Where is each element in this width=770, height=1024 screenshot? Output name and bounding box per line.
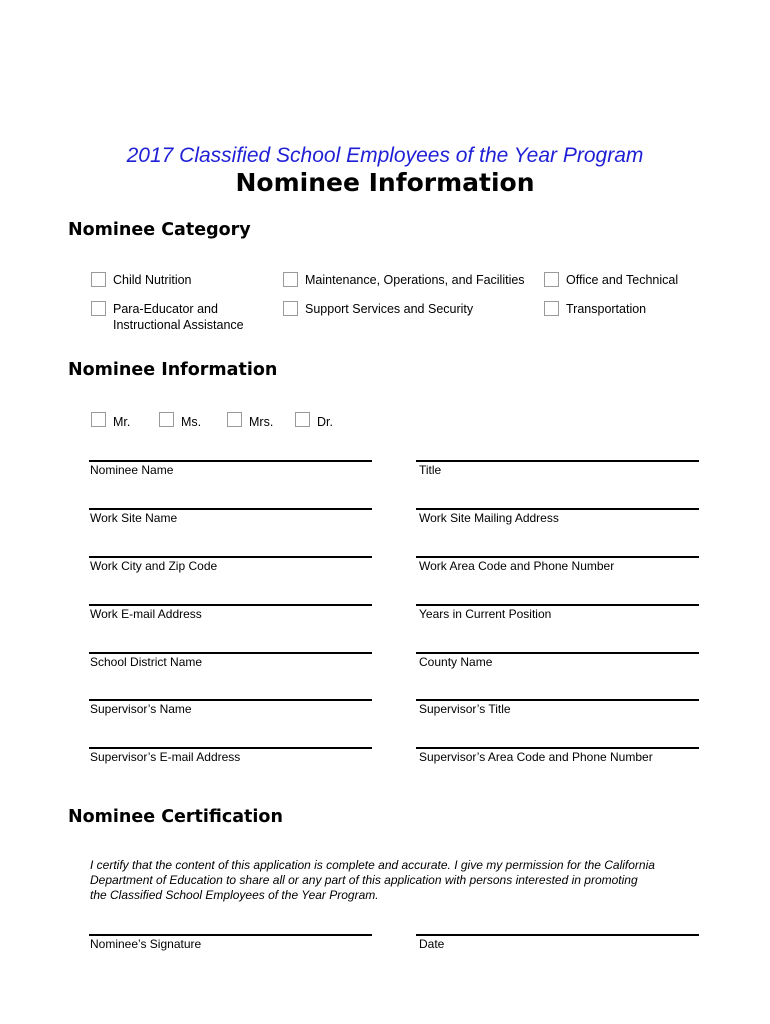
supervisor-email-field[interactable] — [89, 747, 372, 749]
field-label: Supervisor’s Title — [419, 702, 511, 716]
years-in-position-field[interactable] — [416, 604, 699, 606]
checkbox-child-nutrition[interactable] — [91, 272, 106, 287]
checkbox-label: Child Nutrition — [113, 273, 192, 287]
field-label: Nominee’s Signature — [90, 937, 202, 951]
field-label: Supervisor’s Area Code and Phone Number — [419, 750, 653, 764]
field-label: County Name — [419, 655, 493, 669]
nominee-category-heading: Nominee Category — [68, 220, 251, 240]
page-title: Nominee Information — [235, 168, 535, 197]
nominee-certification-heading: Nominee Certification — [68, 807, 283, 827]
field-label: Nominee Name — [90, 463, 174, 477]
checkbox-maintenance-operations-facilities[interactable] — [283, 272, 298, 287]
certification-line: Department of Education to share all or any part of this application with persons interested in promoting — [90, 873, 638, 887]
work-site-name-field[interactable] — [89, 508, 372, 510]
work-site-mailing-address-field[interactable] — [416, 508, 699, 510]
work-city-zip-field[interactable] — [89, 556, 372, 558]
field-label: Date — [419, 937, 445, 951]
checkbox-label: Para-Educator and — [113, 302, 218, 316]
checkbox-mrs[interactable] — [227, 412, 242, 427]
salutation-label: Dr. — [317, 415, 333, 429]
checkbox-dr[interactable] — [295, 412, 310, 427]
salutation-label: Mr. — [113, 415, 131, 429]
field-label: Years in Current Position — [419, 607, 552, 621]
date-field[interactable] — [416, 934, 699, 936]
checkbox-label-continued: Instructional Assistance — [113, 318, 244, 332]
school-district-field[interactable] — [89, 652, 372, 654]
field-label: School District Name — [90, 655, 203, 669]
supervisor-title-field[interactable] — [416, 699, 699, 701]
certification-line: the Classified School Employees of the Year Program. — [90, 888, 379, 902]
work-email-field[interactable] — [89, 604, 372, 606]
field-label: Work E-mail Address — [90, 607, 202, 621]
salutation-label: Ms. — [181, 415, 202, 429]
field-label: Work City and Zip Code — [90, 559, 218, 573]
title-field[interactable] — [416, 460, 699, 462]
checkbox-ms[interactable] — [159, 412, 174, 427]
field-label: Work Site Name — [90, 511, 178, 525]
certification-line: I certify that the content of this application is complete and accurate. I give my permission for the California — [90, 858, 655, 872]
certification-statement — [90, 858, 700, 903]
program-title: 2017 Classified School Employees of the Year Program — [126, 144, 644, 167]
supervisor-name-field[interactable] — [89, 699, 372, 701]
nominee-signature-field[interactable] — [89, 934, 372, 936]
checkbox-label: Support Services and Security — [305, 302, 474, 316]
field-label: Supervisor’s E-mail Address — [90, 750, 241, 764]
checkbox-label: Office and Technical — [566, 273, 679, 287]
work-phone-field[interactable] — [416, 556, 699, 558]
checkbox-label: Maintenance, Operations, and Facilities — [305, 273, 525, 287]
checkbox-para-educator[interactable] — [91, 301, 106, 316]
nominee-name-field[interactable] — [89, 460, 372, 462]
nominee-information-heading: Nominee Information — [68, 360, 278, 380]
salutation-label: Mrs. — [249, 415, 274, 429]
checkbox-office-technical[interactable] — [544, 272, 559, 287]
checkbox-support-services-security[interactable] — [283, 301, 298, 316]
checkbox-label: Transportation — [566, 302, 647, 316]
field-label: Supervisor’s Name — [90, 702, 192, 716]
checkbox-transportation[interactable] — [544, 301, 559, 316]
field-label: Title — [419, 463, 442, 477]
checkbox-mr[interactable] — [91, 412, 106, 427]
county-name-field[interactable] — [416, 652, 699, 654]
supervisor-phone-field[interactable] — [416, 747, 699, 749]
field-label: Work Site Mailing Address — [419, 511, 559, 525]
field-label: Work Area Code and Phone Number — [419, 559, 615, 573]
